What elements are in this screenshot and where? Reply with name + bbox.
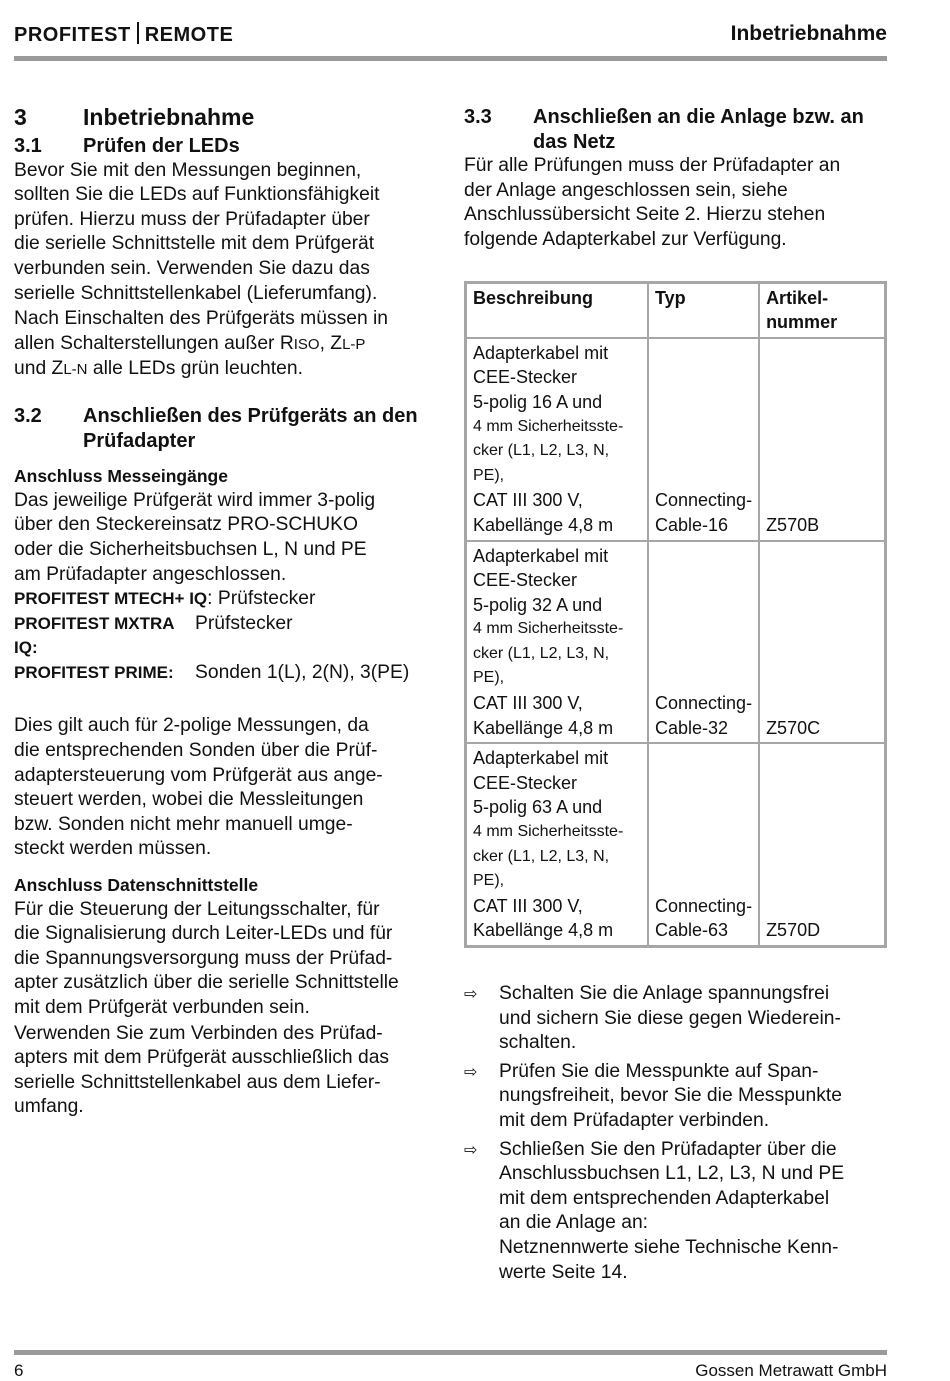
paragraph-led-switch: Nach Einschalten des Prüfgeräts müssen in allen Schalterstellungen außer RISO, ZL-P und ZL-N alle LEDs grün leuchten. (14, 308, 389, 380)
list-item: ⇨ Schließen Sie den Prüfadapter über die Anschlussbuchsen L1, L2, L3, N und PE mit dem entsprechenden Adapterkabel an die Anlage an: Netznennwerte siehe Technische Kenn- werte Seite 14. (464, 1138, 889, 1286)
device-row: PROFITEST PRIME: Sonden 1(L), 2(N), 3(PE) (14, 661, 410, 683)
list-item: ⇨ Schalten Sie die Anlage spannungsfrei und sichern Sie diese gegen Wiederein- schalten. (464, 982, 889, 1056)
paragraph-led-check: Bevor Sie mit den Messungen beginnen, sollten Sie die LEDs auf Funktionsfähigkeit prüfen. Hierzu muss der Prüfadapter über die serielle Schnittstelle mit dem Prüfgerät verbunden sein. Verwenden Sie dazu das serielle Schnittstellenkabel (Lieferumfang). (14, 159, 380, 304)
company-name: Gossen Metrawatt GmbH (695, 1361, 887, 1380)
table-header-row (466, 282, 886, 338)
table-row (466, 743, 886, 946)
cell-type: Connecting- Cable-32 (648, 541, 759, 744)
header-section-title: Inbetriebnahme (730, 22, 887, 45)
section-heading-3-3: 3.3 Anschließen an die Anlage bzw. an das Netz (464, 106, 864, 153)
chapter-heading: 3 Inbetriebnahme (14, 104, 255, 130)
table-row (466, 338, 886, 541)
adapter-cable-table (464, 281, 887, 948)
page-number: 6 (14, 1361, 24, 1380)
column-header-article: Artikel- nummer (759, 282, 885, 338)
device-row: PROFITEST MXTRA IQ: Prüfstecker (14, 612, 293, 658)
cell-type: Connecting- Cable-16 (648, 338, 759, 541)
footer-rule (14, 1350, 887, 1355)
cell-description: Adapterkabel mit CEE-Stecker 5-polig 16 A und 4 mm Sicherheitsste- cker (L1, L2, L3, N, PE), CAT III 300 V, Kabellänge 4,8 m (466, 338, 649, 541)
section-heading-3-2: 3.2 Anschließen des Prüfgeräts an den Prüfadapter (14, 404, 418, 452)
left-column (14, 100, 439, 1120)
paragraph-connect-system: Für alle Prüfungen muss der Prüfadapter an der Anlage angeschlossen sein, siehe Anschlussübersicht Seite 2. Hierzu stehen folgende Adapterkabel zur Verfügung. (464, 155, 841, 250)
cell-description: Adapterkabel mit CEE-Stecker 5-polig 32 A und 4 mm Sicherheitsste- cker (L1, L2, L3, N, PE), CAT III 300 V, Kabellänge 4,8 m (466, 541, 649, 744)
cell-article: Z570C (759, 541, 885, 744)
arrow-right-outline-icon: ⇨ (464, 986, 478, 1003)
subheading-measurement-inputs: Anschluss Messeingänge (14, 466, 228, 487)
device-list (14, 587, 439, 685)
cell-article: Z570D (759, 743, 885, 946)
arrow-right-outline-icon: ⇨ (464, 1063, 478, 1081)
column-header-type: Typ (648, 282, 759, 338)
page-header (14, 18, 887, 54)
cell-type: Connecting- Cable-63 (648, 743, 759, 946)
header-rule (14, 56, 887, 61)
column-header-description: Beschreibung (466, 282, 649, 338)
brand-logo: PROFITEST REMOTE (14, 24, 234, 46)
paragraph-two-pole: Dies gilt auch für 2-polige Messungen, da die entsprechenden Sonden über die Prüf- adaptersteuerung vom Prüfgerät aus ange- steuert werden, wobei die Messleitungen bzw. Sonden nicht mehr manuell umge- steckt werden müssen. (14, 715, 383, 860)
paragraph-data-interface: Für die Steuerung der Leitungsschalter, für die Signalisierung durch Leiter-LEDs und für die Spannungsversorgung muss der Prüfad- apter zusätzlich über die serielle Schnittstelle mit dem Prüfgerät verbunden sein. (14, 898, 399, 1018)
device-row: PROFITEST MTECH+ IQ : Prüfstecker (14, 588, 316, 610)
paragraph-cable-usage: Verwenden Sie zum Verbinden des Prüfad- apters mit dem Prüfgerät ausschließlich das serielle Schnittstellenkabel aus dem Liefer- umfang. (14, 1022, 390, 1118)
section-heading-3-1: 3.1 Prüfen der LEDs (14, 135, 240, 157)
paragraph-measurement-inputs: Das jeweilige Prüfgerät wird immer 3-polig über den Steckereinsatz PRO-SCHUKO oder die Sicherheitsbuchsen L, N und PE am Prüfadapter angeschlossen. (14, 489, 376, 585)
list-item: ⇨ Prüfen Sie die Messpunkte auf Span- nungsfreiheit, bevor Sie die Messpunkte mit dem Prüfadapter verbinden. (464, 1060, 889, 1134)
subheading-data-interface: Anschluss Datenschnittstelle (14, 875, 259, 896)
table-row (466, 541, 886, 744)
instruction-list (464, 982, 889, 1285)
cell-article: Z570B (759, 338, 885, 541)
cell-description: Adapterkabel mit CEE-Stecker 5-polig 63 A und 4 mm Sicherheitsste- cker (L1, L2, L3, N, PE), CAT III 300 V, Kabellänge 4,8 m (466, 743, 649, 946)
right-column (464, 100, 889, 1289)
arrow-right-outline-icon: ⇨ (464, 1141, 478, 1159)
